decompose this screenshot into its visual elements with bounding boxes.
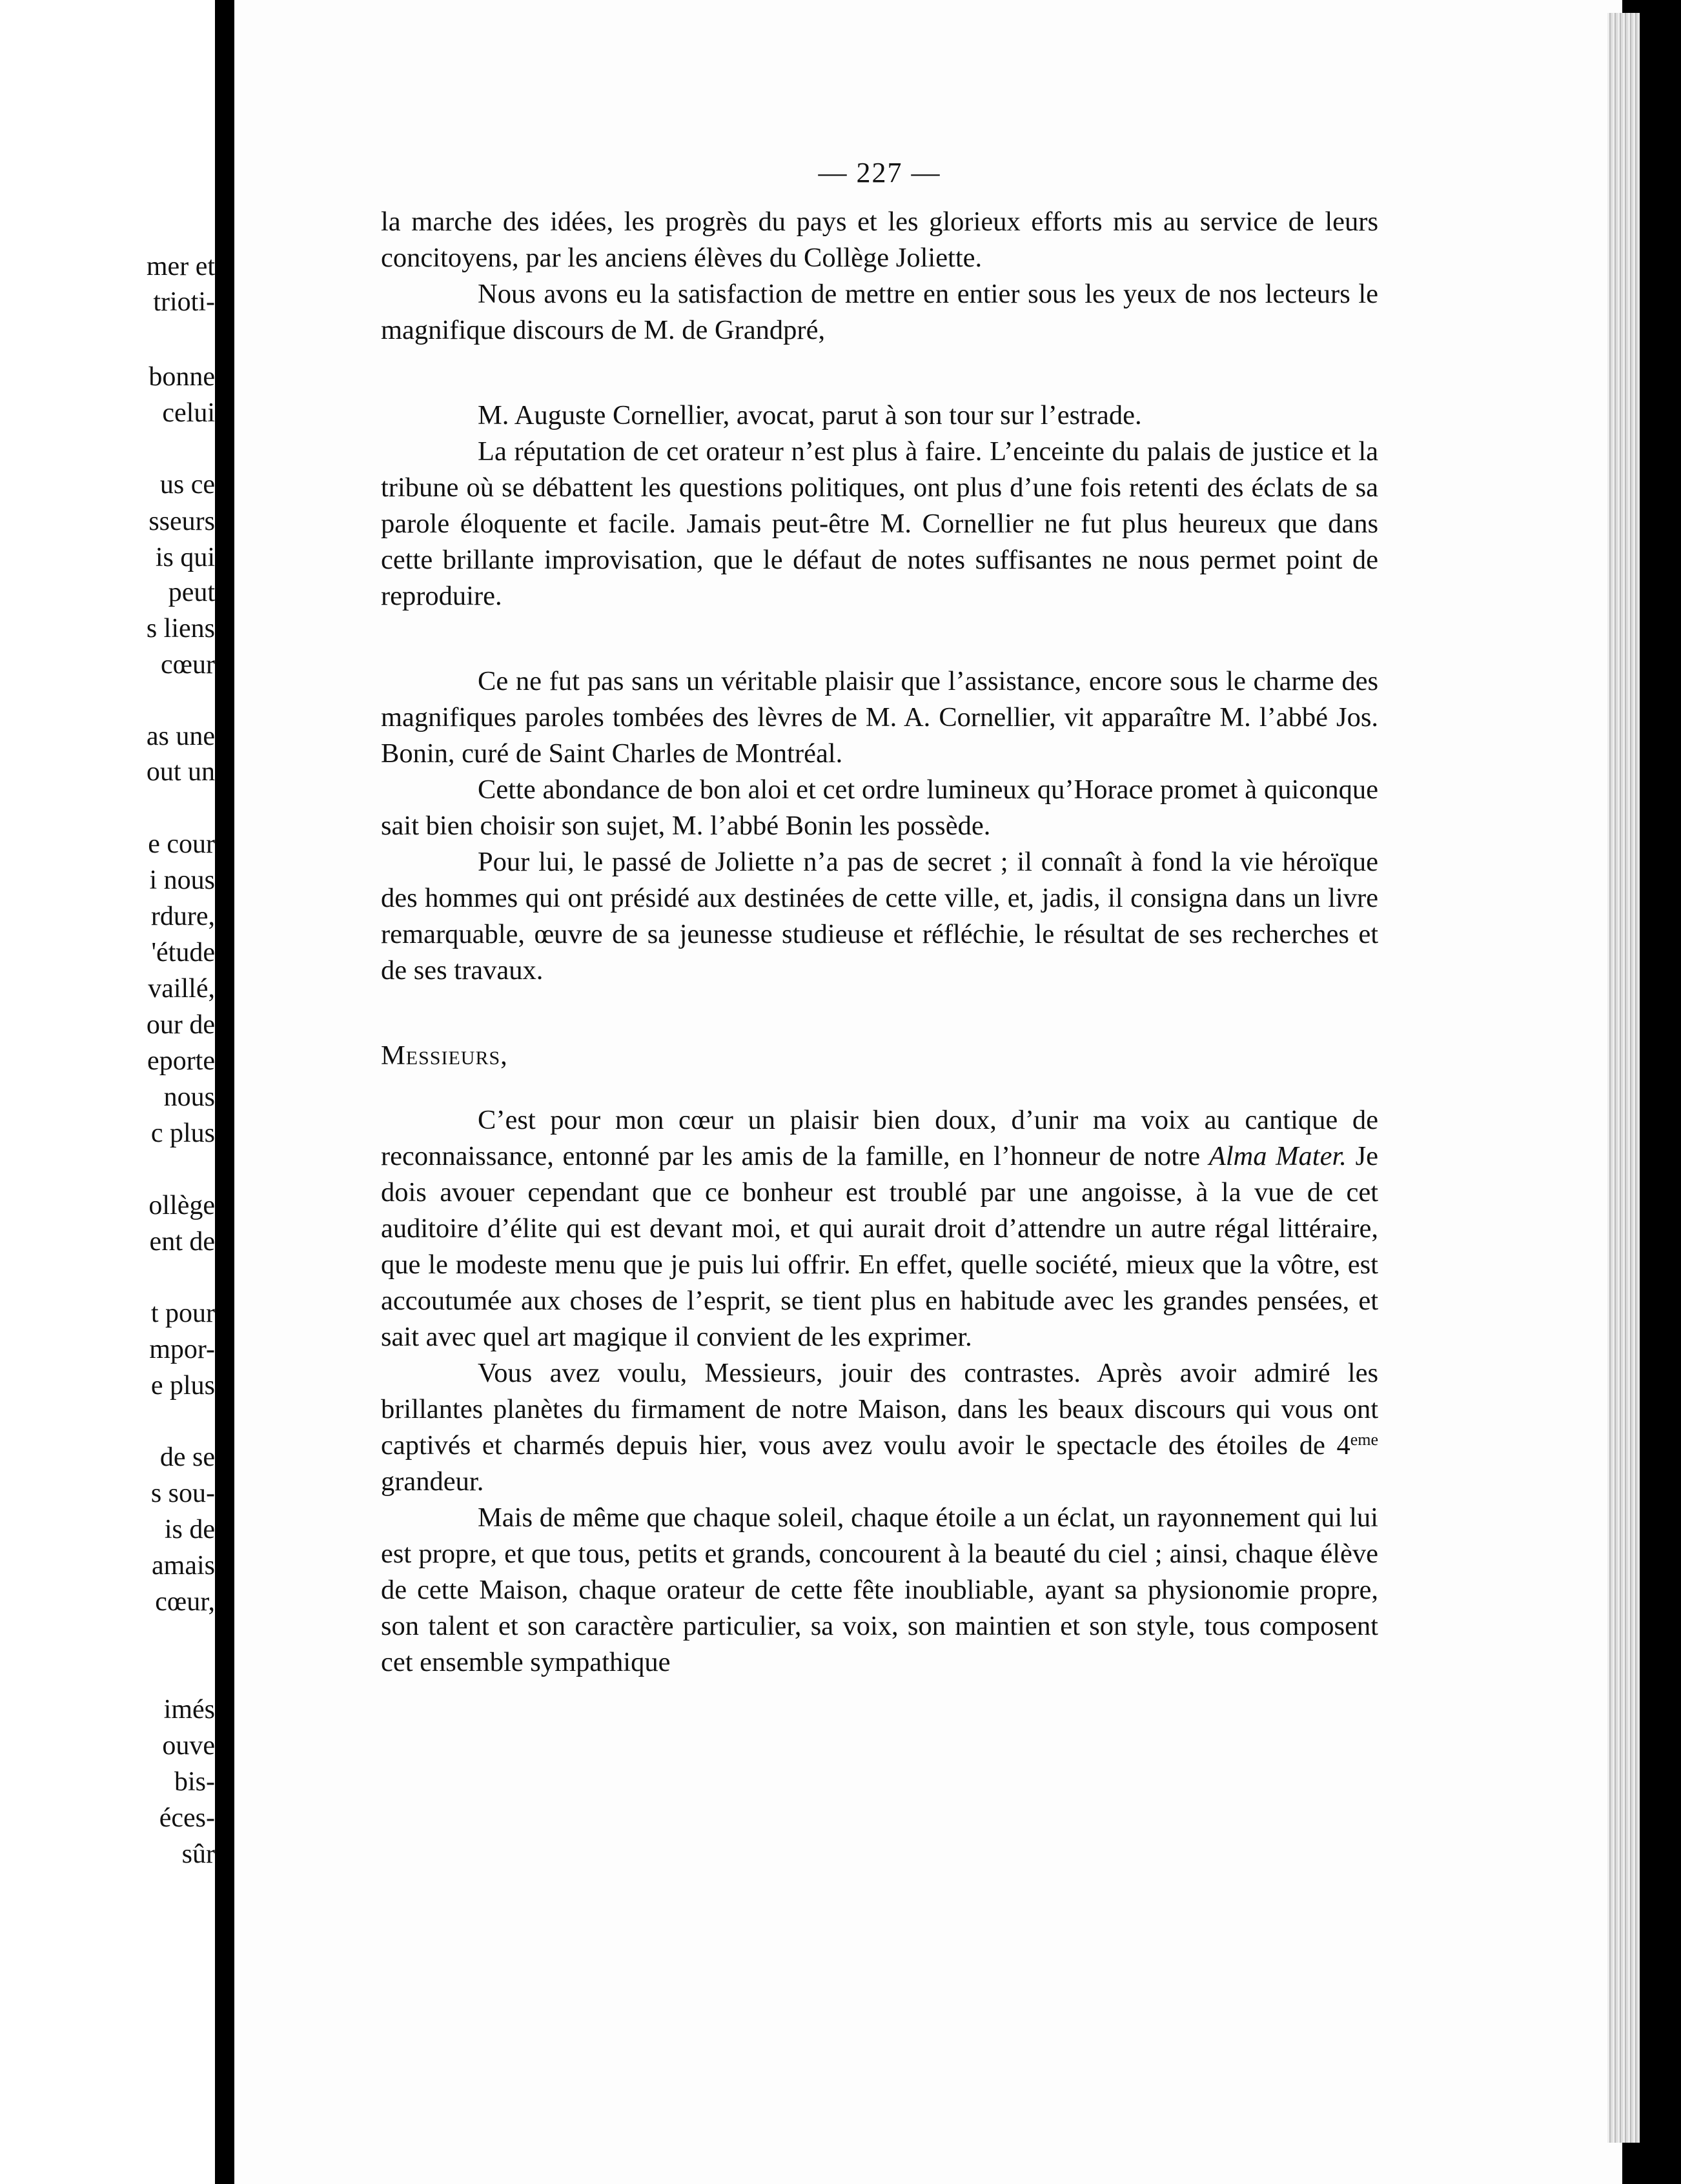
facing-page-fragment	[0, 0, 215, 2184]
facing-page-text: cœur,	[155, 1587, 215, 1617]
facing-page-text: bis-	[174, 1767, 215, 1797]
paragraph-text: grandeur.	[381, 1466, 484, 1497]
facing-page-text: is de	[164, 1515, 215, 1544]
facing-page-text: cœur	[161, 650, 215, 680]
facing-page-text: éces-	[159, 1803, 215, 1833]
facing-page-text: mpor-	[149, 1335, 215, 1364]
page-text-block	[381, 155, 1378, 1681]
salutation: Messieurs,	[381, 1040, 508, 1071]
facing-page-text: ouve	[162, 1731, 215, 1761]
facing-page-text: ollège	[148, 1191, 215, 1220]
paragraph	[381, 1355, 1378, 1500]
italic-phrase: Alma Mater.	[1208, 1141, 1347, 1171]
facing-page-text: sûr	[181, 1839, 215, 1869]
facing-page-text: out un	[146, 757, 215, 787]
spacer	[381, 989, 1378, 1038]
facing-page-text: eporte	[147, 1046, 215, 1076]
paragraph: M. Auguste Cornellier, avocat, parut à son tour sur l’estrade.	[478, 400, 1142, 430]
facing-page-text: us ce	[159, 470, 215, 500]
spacer	[381, 614, 1378, 663]
facing-page-text: t pour	[150, 1299, 215, 1328]
page-edge	[1607, 13, 1640, 2143]
paragraph: La réputation de cet orateur n’est plus à faire. L’enceinte du palais de justice et la tribune où se débattent les questions politiques, ont plus d’une fois retenti des éclats de sa parole éloquente et facile. Jamais peut-être M. Cornellier ne fut plus heureux que dans cette brillante improvisation, que le défaut de notes suffisantes ne nous permet point de reproduire.	[381, 436, 1378, 611]
paragraph-text: Je dois avouer cependant que ce bonheur est troublé par une angoisse, à la vue de cet auditoire d’élite qui est devant moi, et qui aurait droit d’attendre un autre régal littéraire, que le modeste menu que je puis lui offrir. En effet, quelle société, mieux que la vôtre, est accoutumée aux choses de l’esprit, se tient plus en habitude avec les grandes pensées, et sait avec quel art magique il convient de les exprimer.	[381, 1141, 1378, 1352]
facing-page-text: imés	[163, 1695, 215, 1724]
paragraph: Ce ne fut pas sans un véritable plaisir que l’assistance, encore sous le charme des magnifiques paroles tombées des lèvres de M. A. Cornellier, vit apparaître M. l’abbé Jos. Bonin, curé de Saint Charles de Montréal.	[381, 666, 1378, 769]
paragraph: Mais de même que chaque soleil, chaque étoile a un éclat, un rayonnement qui lui est propre, et que tous, petits et grands, concourent à la beauté du ciel ; ainsi, chaque élève de cette Maison, chaque orateur de cette fête inoubliable, ayant sa physionomie propre, son talent et son caractère particulier, sa voix, son maintien et son style, tous composent cet ensemble sympathique	[381, 1502, 1378, 1677]
facing-page-text: c plus	[150, 1118, 215, 1148]
facing-page-text: trioti-	[153, 287, 215, 317]
facing-page-text: as une	[146, 722, 215, 751]
facing-page-text: vaillé,	[148, 974, 215, 1004]
spacer	[381, 349, 1378, 398]
facing-page-text: mer et	[146, 252, 215, 281]
facing-page-text: sseurs	[148, 507, 215, 536]
paragraph: la marche des idées, les progrès du pays et les glorieux efforts mis au service de leurs concitoyens, par les anciens élèves du Collège Joliette.	[381, 207, 1378, 273]
facing-page-text: e cour	[148, 829, 215, 859]
facing-page-text: s sou-	[150, 1479, 215, 1508]
book-gutter	[215, 0, 234, 2184]
facing-page-text: our de	[146, 1010, 215, 1040]
facing-page-text: amais	[152, 1551, 215, 1581]
facing-page-text: is qui	[155, 543, 215, 572]
spacer	[381, 1074, 1378, 1102]
facing-page-text: i nous	[149, 865, 215, 895]
facing-page-text: celui	[162, 398, 215, 428]
paragraph	[381, 1102, 1378, 1355]
paragraph: Nous avons eu la satisfaction de mettre en entier sous les yeux de nos lecteurs le magnifique discours de M. de Grandpré,	[381, 279, 1378, 345]
paragraph: Pour lui, le passé de Joliette n’a pas de secret ; il connaît à fond la vie héroïque des hommes qui ont présidé aux destinées de cette ville, et, jadis, il consigna dans un livre remarquable, œuvre de sa jeunesse studieuse et réfléchie, le résultat de ses recherches et de ses travaux.	[381, 847, 1378, 986]
facing-page-text: 'étude	[151, 938, 215, 967]
facing-page-text: peut	[168, 578, 215, 607]
paragraph: Cette abondance de bon aloi et cet ordre lumineux qu’Horace promet à quiconque sait bien choisir son sujet, M. l’abbé Bonin les possède.	[381, 774, 1378, 841]
paragraph-text: Vous avez voulu, Messieurs, jouir des contrastes. Après avoir admiré les brillantes planètes du firmament de notre Maison, dans les beaux discours qui vous ont captivés et charmés depuis hier, vous avez voulu avoir le spectacle des étoiles de 4	[381, 1358, 1378, 1461]
facing-page-text: de se	[159, 1442, 215, 1472]
facing-page-text: nous	[163, 1082, 215, 1112]
paragraph-text: C’est pour mon cœur un plaisir bien doux, d’unir ma voix au cantique de reconnaissance, entonné par les amis de la famille, en l’honneur de notre	[381, 1105, 1378, 1171]
page-number: — 227 —	[818, 157, 941, 188]
facing-page-text: e plus	[150, 1371, 215, 1400]
superscript: eme	[1350, 1430, 1378, 1449]
facing-page-text: bonne	[148, 362, 215, 392]
facing-page-text: rdure,	[150, 902, 215, 931]
facing-page-text: ent de	[149, 1227, 215, 1257]
facing-page-text: s liens	[146, 614, 215, 643]
